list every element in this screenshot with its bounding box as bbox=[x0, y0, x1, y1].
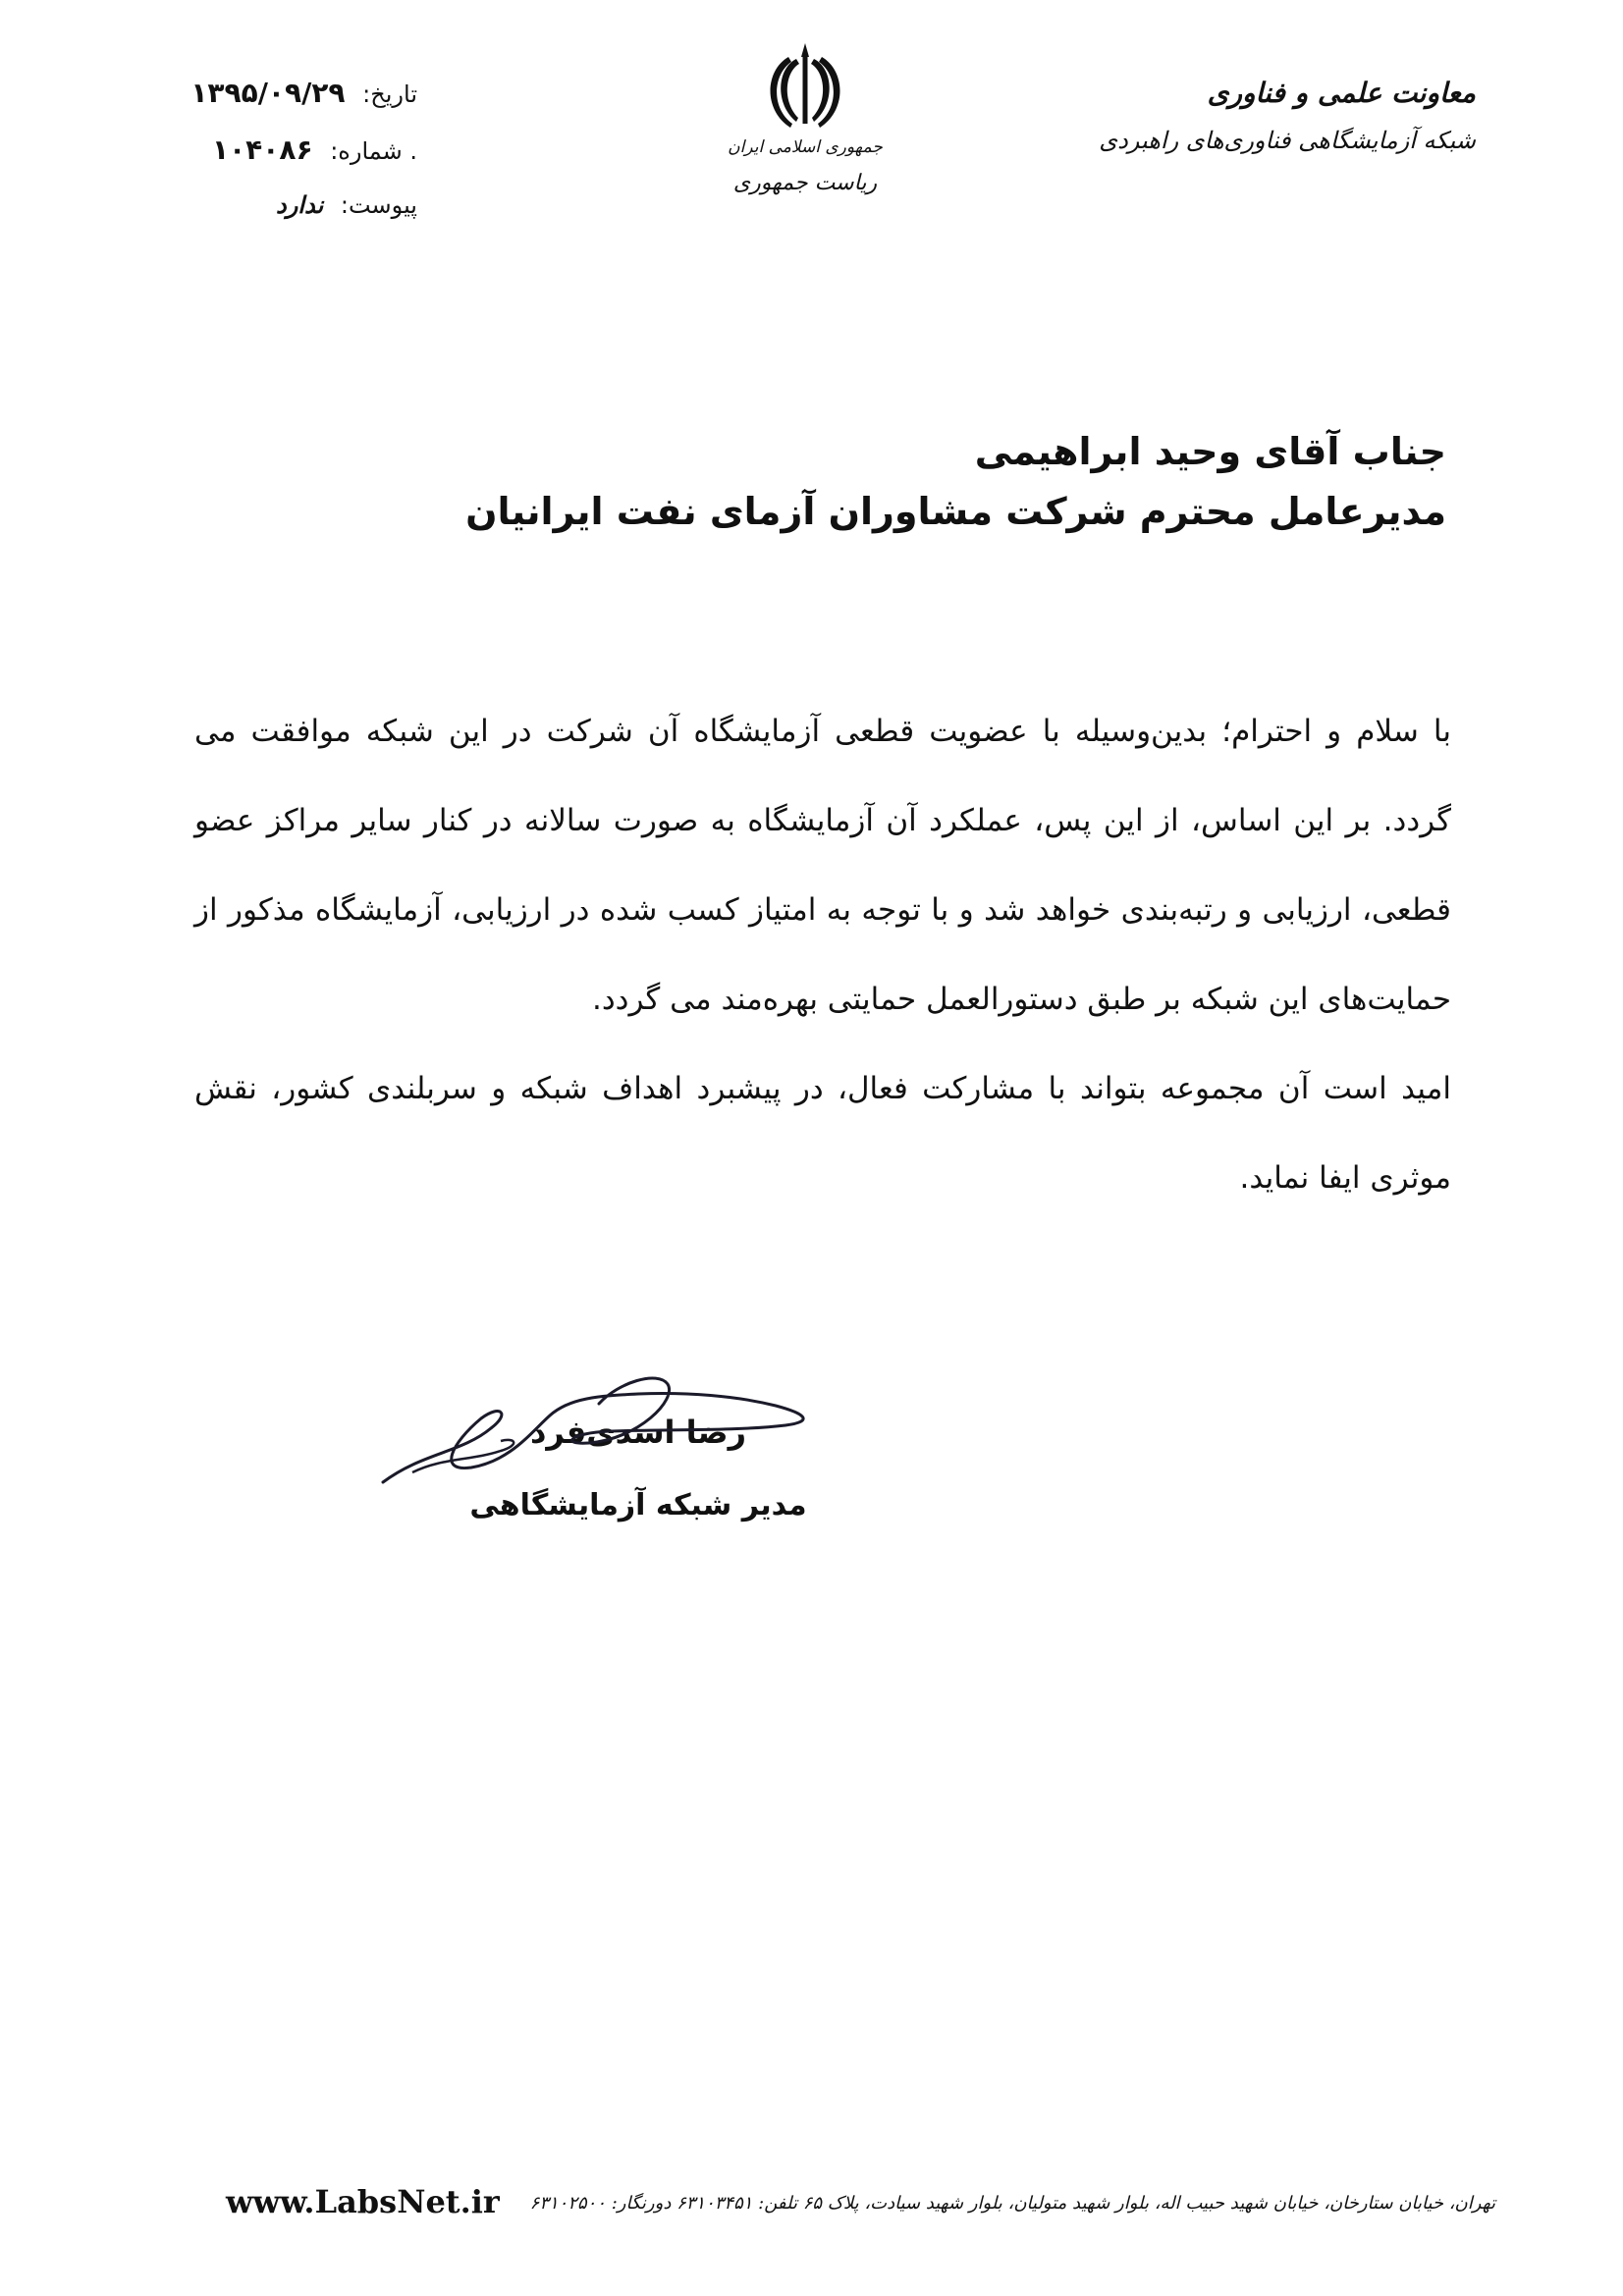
date-row bbox=[93, 77, 417, 116]
number-label: . شماره: bbox=[330, 137, 417, 165]
footer-address: تهران، خیابان ستارخان، خیابان شهید حبیب اله، بلوار شهید متولیان، بلوار شهید سیادت، پلاک ۶۵ تلفن: ۶۳۱۰۳۴۵۱ دورنگار: ۶۳۱۰۲۵۰۰ bbox=[529, 2193, 1495, 2214]
emblem-block bbox=[707, 37, 903, 195]
org-network: شبکه آزمایشگاهی فناوری‌های راهبردی bbox=[1099, 127, 1476, 154]
signer-title: مدیر شبکه آزمایشگاهی bbox=[469, 1488, 807, 1522]
emblem-caption-state: جمهوری اسلامی ایران bbox=[728, 137, 883, 157]
number-row bbox=[93, 133, 417, 173]
signer-name: رضا اسدی‌فرد bbox=[529, 1414, 747, 1451]
footer bbox=[226, 2181, 1495, 2230]
date-value: ۱۳۹۵/۰۹/۲۹ bbox=[190, 77, 346, 109]
attachment-value: ندارد bbox=[276, 190, 324, 219]
org-name: معاونت علمی و فناوری bbox=[1207, 77, 1476, 109]
organization-header bbox=[1063, 77, 1476, 154]
recipient-name: جناب آقای وحید ابراهیمی bbox=[974, 430, 1446, 473]
number-value: ۱۰۴۰۸۶ bbox=[212, 133, 313, 166]
signature-block bbox=[432, 1414, 844, 1522]
recipient-block bbox=[268, 422, 1446, 542]
body-paragraph-1: با سلام و احترام؛ بدین‌وسیله با عضویت قطعی آزمایشگاه آن شرکت در این شبکه موافقت می گردد. بر این اساس، از این پس، عملکرد آن آزمایشگاه به صورت سالانه در کنار سایر مراکز عضو قطعی، ارزیابی و رتبه‌بندی خواهد شد و با توجه به امتیاز کسب شده در ارزیابی، آزمایشگاه مذکور از حمایت‌های این شبکه بر طبق دستورالعمل حمایتی بهره‌مند می گردد. bbox=[194, 714, 1451, 1017]
body-paragraph-2: امید است آن مجموعه بتواند با مشارکت فعال، در پیشبرد اهداف شبکه و سربلندی کشور، نقش موثری ایفا نماید. bbox=[194, 1071, 1451, 1196]
letter-meta bbox=[93, 77, 417, 247]
recipient-title: مدیرعامل محترم شرکت مشاوران آزمای نفت ایرانیان bbox=[465, 489, 1446, 533]
attachment-row bbox=[93, 190, 417, 230]
letter-body bbox=[194, 687, 1451, 1223]
footer-website: www.LabsNet.ir bbox=[226, 2183, 500, 2220]
emblem-caption-presidency: ریاست جمهوری bbox=[732, 171, 878, 195]
iran-emblem-icon bbox=[761, 37, 849, 132]
handwritten-signature-icon bbox=[344, 1335, 854, 1512]
attachment-label: پیوست: bbox=[340, 191, 417, 219]
date-label: تاریخ: bbox=[362, 80, 417, 108]
